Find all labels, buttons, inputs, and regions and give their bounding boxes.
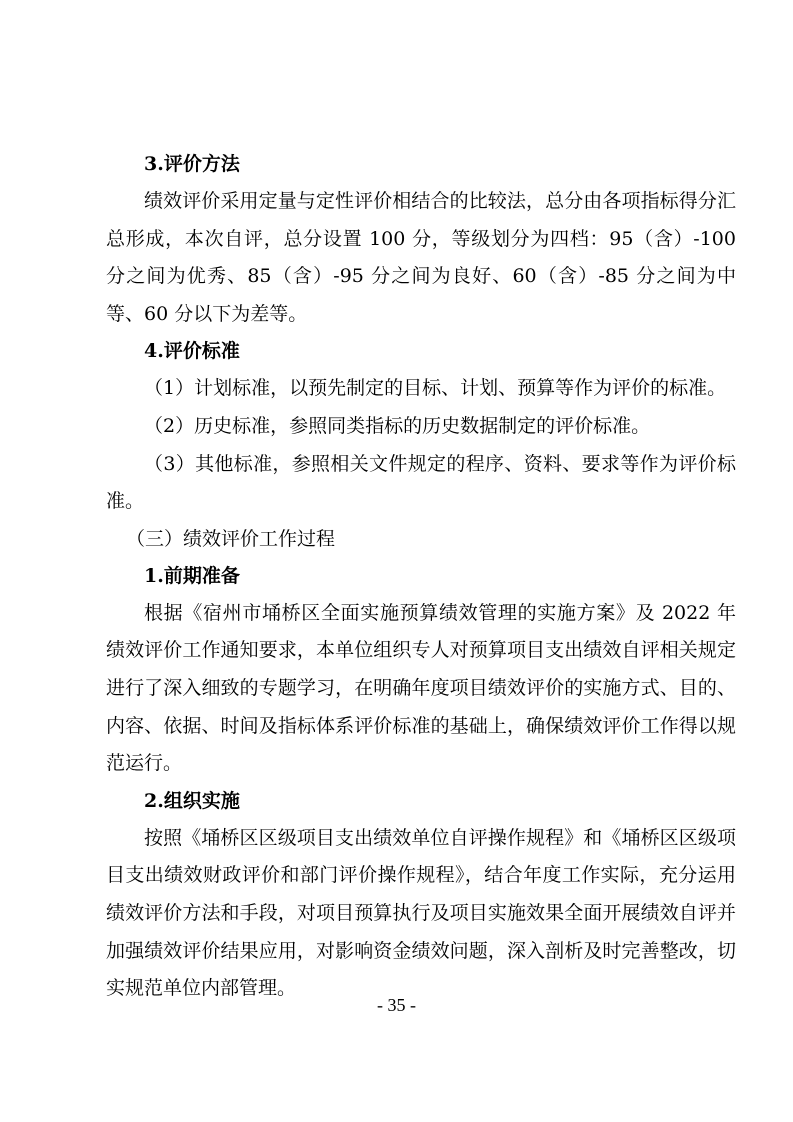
paragraph-preparation: 根据《宿州市埇桥区全面实施预算绩效管理的实施方案》及 2022 年绩效评价工作通知要求，本单位组织专人对预算项目支出绩效自评相关规定进行了深入细致的专题学习，在明确年度项目绩效评价的实施方式、目的、内容、依据、时间及指标体系评价标准的基础上，确保绩效评价工作得以规范运行。: [106, 601, 736, 775]
paragraph-implementation: 按照《埇桥区区级项目支出绩效单位自评操作规程》和《埇桥区区级项目支出绩效财政评价和部门评价操作规程》，结合年度工作实际，充分运用绩效评价方法和手段，对项目预算执行及项目实施效果全面开展绩效自评并加强绩效评价结果应用，对影响资金绩效问题，深入剖析及时完善整改，切实规范单位内部管理。: [106, 826, 736, 1000]
document-body: [106, 146, 736, 1008]
page-number: - 35 -: [377, 995, 416, 1015]
paragraph-evaluation-method: 绩效评价采用定量与定性评价相结合的比较法，总分由各项指标得分汇总形成，本次自评，总分设置 100 分，等级划分为四档：95（含）-100 分之间为优秀、85（含）-95 分之间为良好、60（含）-85 分之间为中等、60 分以下为差等。: [106, 190, 736, 325]
section-heading-implementation: 2.组织实施: [144, 789, 240, 812]
paragraph-other-standard: （3）其他标准，参照相关文件规定的程序、资料、要求等作为评价标准。: [106, 452, 736, 513]
section-heading-evaluation-method: 3.评价方法: [144, 153, 240, 175]
section-heading-evaluation-standards: 4.评价标准: [144, 340, 240, 363]
subsection-heading-work-process: （三）绩效评价工作过程: [126, 527, 336, 550]
section-heading-preparation: 1.前期准备: [144, 564, 240, 587]
paragraph-plan-standard: （1）计划标准，以预先制定的目标、计划、预算等作为评价的标准。: [144, 377, 727, 400]
paragraph-historical-standard: （2）历史标准，参照同类指标的历史数据制定的评价标准。: [144, 414, 651, 437]
